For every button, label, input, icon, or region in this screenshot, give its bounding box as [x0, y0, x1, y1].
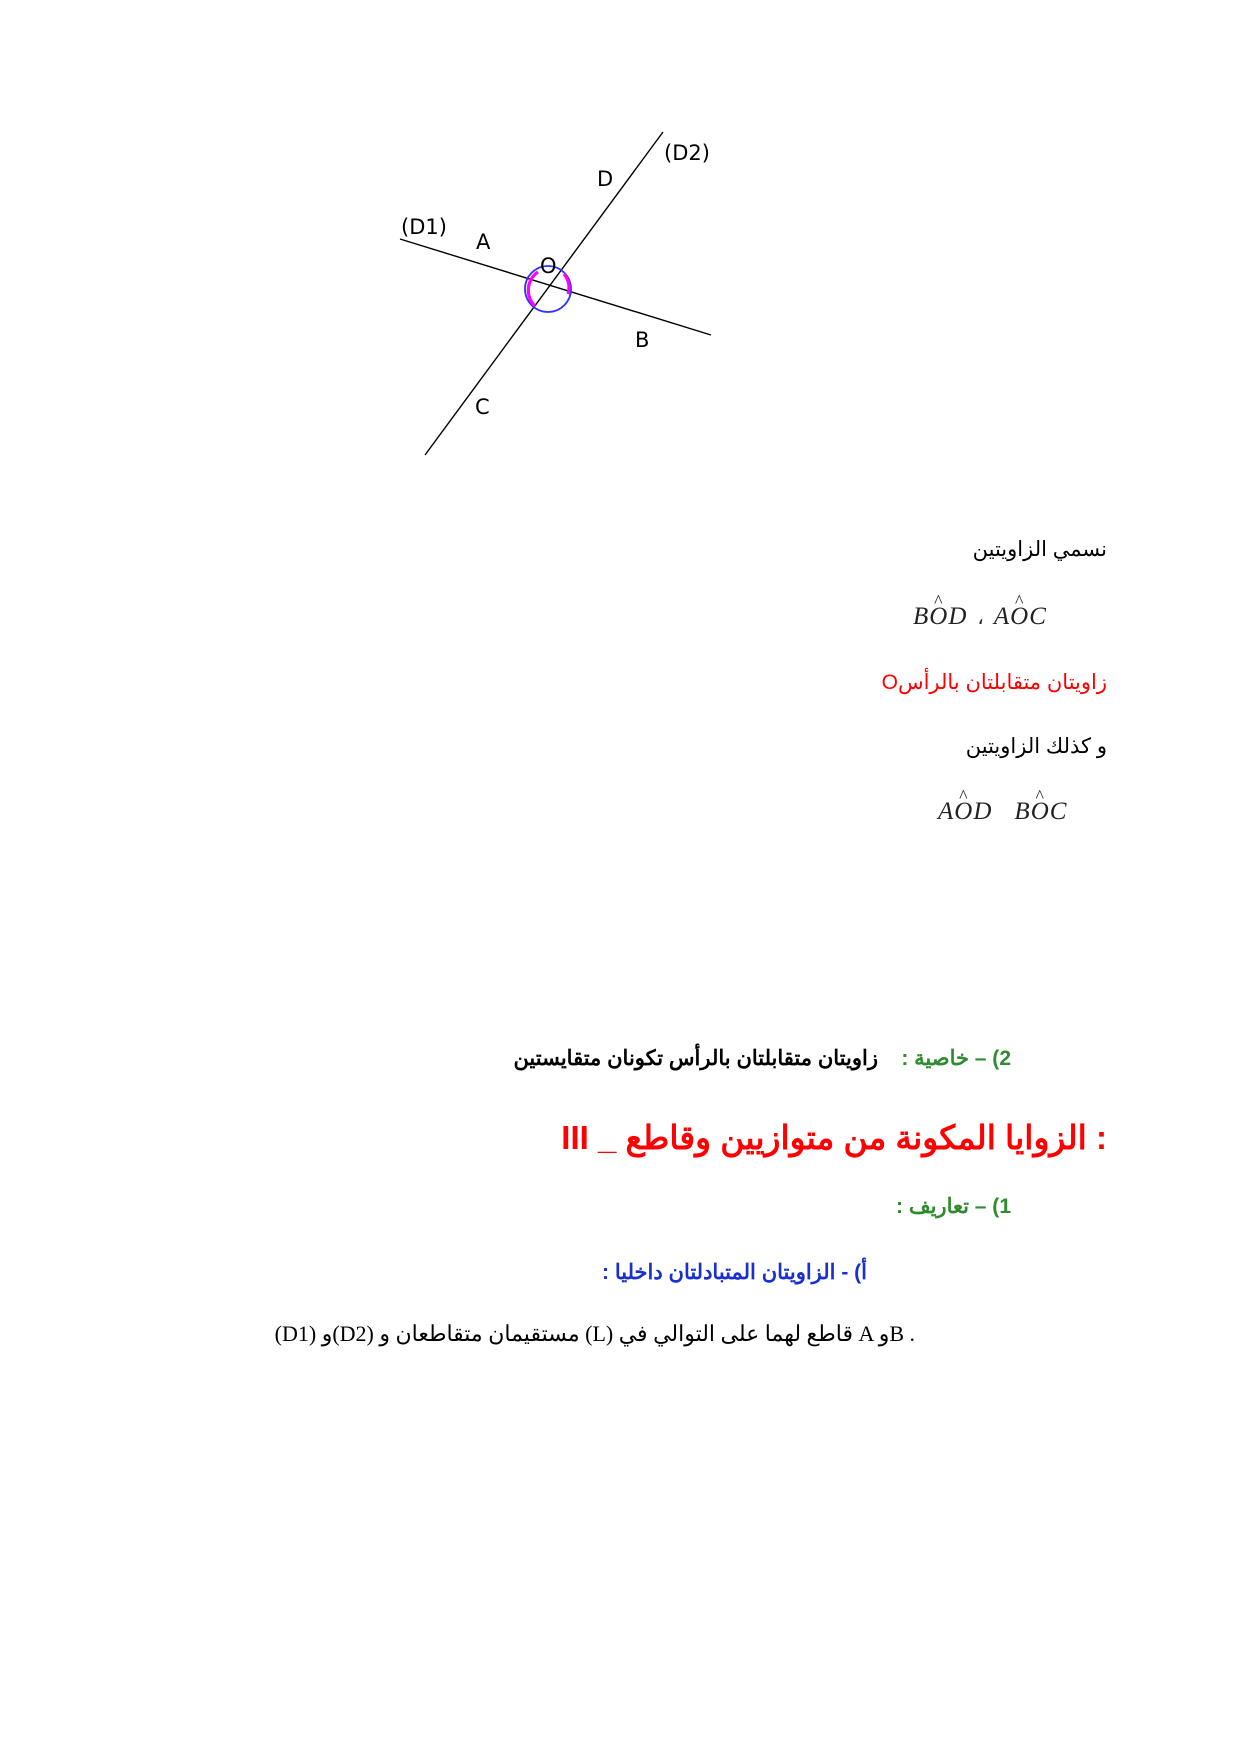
intersecting-lines-diagram: [401, 135, 810, 515]
label-d1: (D1): [401, 215, 447, 239]
property-number: 2) –: [974, 1047, 1011, 1070]
definitions-label: تعاريف :: [896, 1195, 969, 1218]
section-title: III _ الزوايا المكونة من متوازيين وقاطع :: [561, 1119, 1107, 1156]
label-o: O: [540, 254, 557, 278]
angle-separator: ،: [977, 607, 984, 629]
text-line-2: زاويتان متقابلتان بالرأسO: [881, 671, 1107, 694]
angle-pair-1: [913, 603, 1047, 631]
label-c: C: [475, 395, 490, 419]
property-label: خاصية :: [901, 1047, 969, 1070]
property-statement: زاويتان متقابلتان بالرأس تكونان متقايستين: [513, 1047, 878, 1070]
text-line-3: و كذلك الزاويتين: [965, 735, 1107, 758]
angle-boc: B^ OC: [1014, 798, 1067, 825]
angle-aoc: A^ OC: [994, 603, 1047, 630]
definitions-heading: [896, 1194, 1011, 1219]
angle-bod: B^ OD: [913, 603, 967, 630]
label-d: D: [597, 167, 614, 191]
text-line-1: نسمي الزاويتين: [972, 538, 1107, 561]
subheading: أ) - الزاويتان المتبادلتان داخليا :: [602, 1261, 867, 1284]
paragraph: (D1) و(D2) مستقيمان متقاطعان و (L) قاطع لهما على التوالي في A وB .: [274, 1321, 915, 1346]
angle-arc-left: [528, 272, 538, 306]
line-d2: [425, 132, 663, 455]
label-a: A: [476, 230, 491, 254]
label-d2: (D2): [664, 141, 710, 165]
property-line: [513, 1046, 1011, 1071]
label-b: B: [635, 328, 650, 352]
definitions-number: 1) –: [974, 1195, 1011, 1218]
angle-pair-2: [938, 798, 1067, 826]
angle-aod: A^ OD: [938, 798, 992, 825]
